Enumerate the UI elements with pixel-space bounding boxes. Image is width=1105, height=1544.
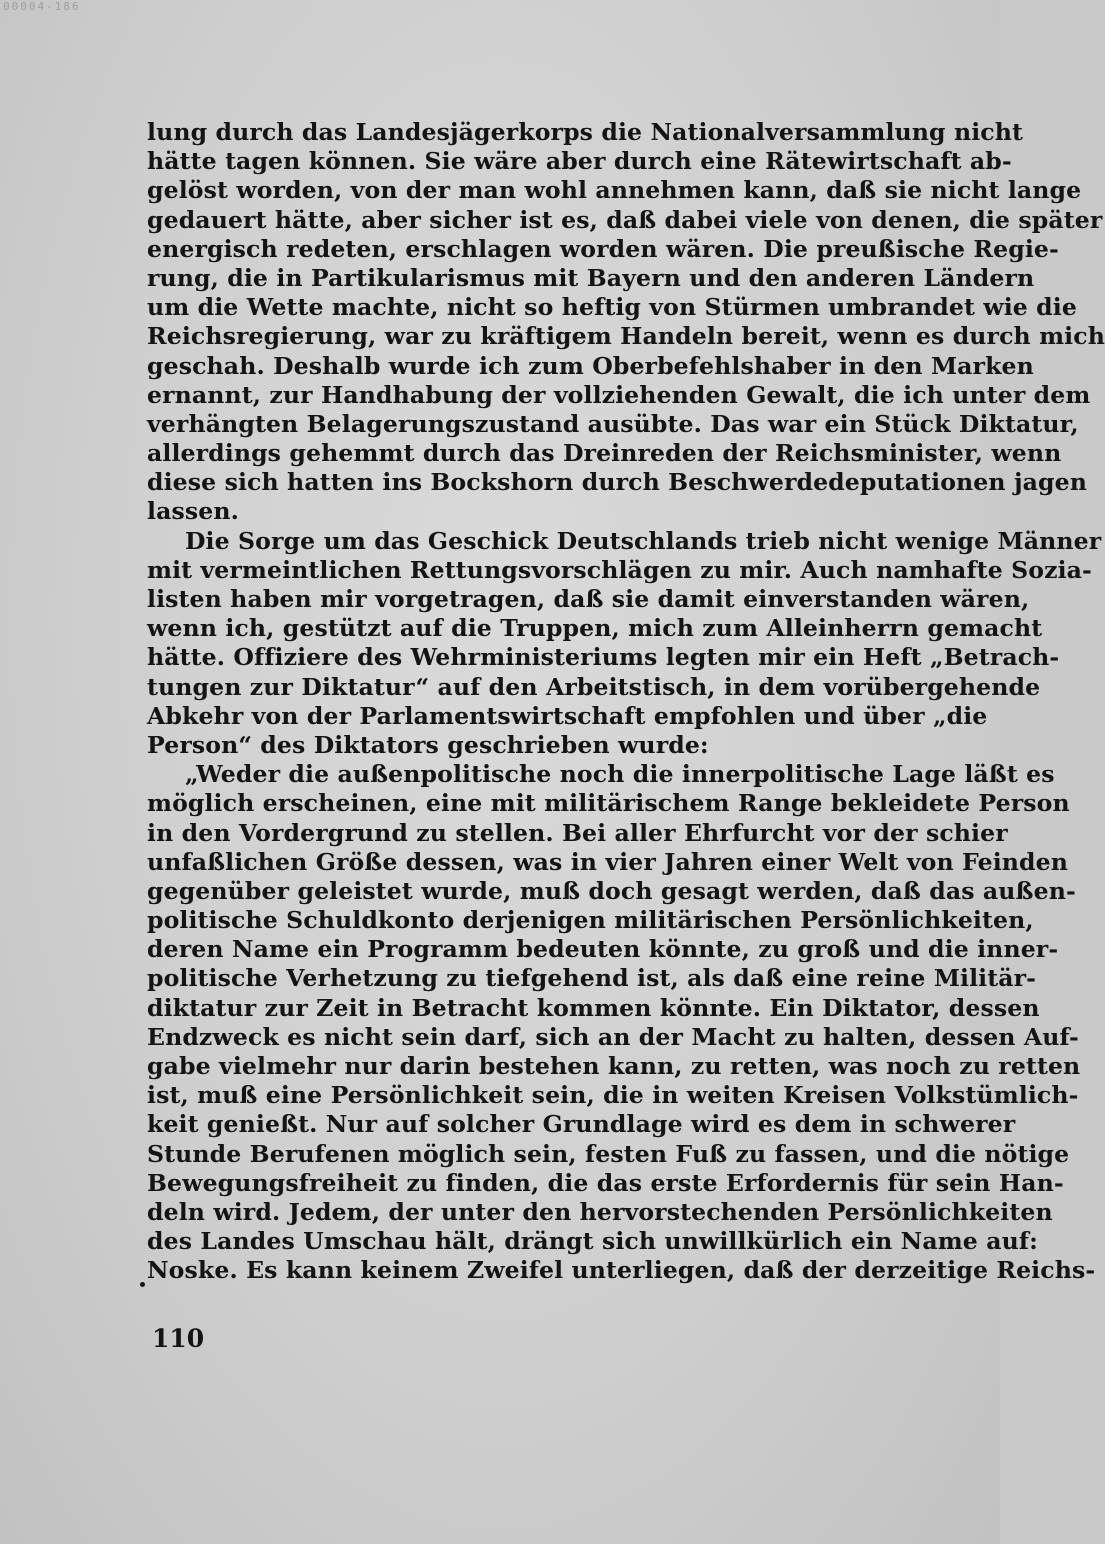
text-line: in den Vordergrund zu stellen. Bei aller Ehrfurcht vor der schier — [147, 818, 1008, 847]
text-line: hätte tagen können. Sie wäre aber durch eine Rätewirtschaft ab- — [147, 147, 1012, 176]
text-line: verhängten Belagerungszustand ausübte. Das war ein Stück Diktatur, — [147, 409, 1079, 438]
text-line: Die Sorge um das Geschick Deutschlands trieb nicht wenige Männer — [185, 526, 1102, 555]
text-line: energisch redeten, erschlagen worden wären. Die preußische Regie- — [147, 234, 1059, 263]
page-number: 110 — [152, 1324, 205, 1353]
text-line: geschah. Deshalb wurde ich zum Oberbefehlshaber in den Marken — [147, 351, 1034, 380]
text-line: rung, die in Partikularismus mit Bayern und den anderen Ländern — [147, 263, 1035, 292]
text-line: politische Verhetzung zu tiefgehend ist, als daß eine reine Militär- — [147, 964, 1037, 993]
text-line: gabe vielmehr nur darin bestehen kann, zu retten, was noch zu retten — [147, 1052, 1081, 1080]
text-line: „Weder die außenpolitische noch die innerpolitische Lage läßt es — [185, 760, 1055, 789]
text-line: listen haben mir vorgetragen, daß sie damit einverstanden wären, — [147, 585, 1030, 613]
text-line: diese sich hatten ins Bockshorn durch Beschwerdedeputationen jagen — [147, 468, 1087, 497]
text-line: gedauert hätte, aber sicher ist es, daß dabei viele von denen, die später — [147, 205, 1103, 234]
text-line: diktatur zur Zeit in Betracht kommen könnte. Ein Diktator, dessen — [147, 993, 1040, 1022]
text-line: Stunde Berufenen möglich sein, festen Fuß zu fassen, und die nötige — [147, 1139, 1070, 1168]
text-line: Person“ des Diktators geschrieben wurde: — [147, 730, 709, 759]
text-line: unfaßlichen Größe dessen, was in vier Jahren einer Welt von Feinden — [147, 847, 1069, 876]
text-line: lung durch das Landesjägerkorps die Nationalversammlung nicht — [147, 118, 1023, 146]
text-line: Bewegungsfreiheit zu finden, die das erste Erfordernis für sein Han- — [147, 1168, 1064, 1197]
text-line: möglich erscheinen, eine mit militärischem Range bekleidete Person — [147, 789, 1070, 818]
text-line: allerdings gehemmt durch das Dreinreden der Reichsminister, wenn — [147, 439, 1062, 468]
text-line: gelöst worden, von der man wohl annehmen kann, daß sie nicht lange — [147, 176, 1082, 205]
text-line: hätte. Offiziere des Wehrministeriums legten mir ein Heft „Betrach- — [147, 643, 1060, 672]
body-text — [147, 118, 1105, 1286]
archive-stamp: 00004-186 — [3, 0, 81, 13]
text-line: Abkehr von der Parlamentswirtschaft empfohlen und über „die — [147, 701, 988, 730]
text-line: Noske. Es kann keinem Zweifel unterliegen, daß der derzeitige Reichs- — [147, 1256, 1096, 1285]
text-line: tungen zur Diktatur“ auf den Arbeitstisch, in dem vorübergehende — [147, 672, 1041, 701]
text-line: politische Schuldkonto derjenigen militärischen Persönlichkeiten, — [147, 906, 1034, 935]
text-line: ist, muß eine Persönlichkeit sein, die in weiten Kreisen Volkstümlich- — [147, 1081, 1079, 1110]
text-line: deln wird. Jedem, der unter den hervorstechenden Persönlichkeiten — [147, 1197, 1053, 1226]
text-line: lassen. — [147, 497, 239, 526]
text-line: des Landes Umschau hält, drängt sich unwillkürlich ein Name auf: — [147, 1227, 1038, 1256]
text-line: um die Wette machte, nicht so heftig von Stürmen umbrandet wie die — [147, 293, 1077, 322]
text-line: ernannt, zur Handhabung der vollziehenden Gewalt, die ich unter dem — [147, 380, 1091, 409]
text-line: deren Name ein Programm bedeuten könnte, zu groß und die inner- — [147, 935, 1059, 964]
text-line: keit genießt. Nur auf solcher Grundlage wird es dem in schwerer — [147, 1110, 1016, 1139]
text-line: Endzweck es nicht sein darf, sich an der Macht zu halten, dessen Auf- — [147, 1022, 1079, 1051]
margin-dot-mark — [140, 1282, 145, 1287]
text-line: gegenüber geleistet wurde, muß doch gesagt werden, daß das außen- — [147, 876, 1076, 905]
text-line: mit vermeintlichen Rettungsvorschlägen zu mir. Auch namhafte Sozia- — [147, 555, 1092, 584]
text-line: wenn ich, gestützt auf die Truppen, mich zum Alleinherrn gemacht — [147, 614, 1043, 643]
text-line: Reichsregierung, war zu kräftigem Handeln bereit, wenn es durch mich — [147, 322, 1105, 351]
